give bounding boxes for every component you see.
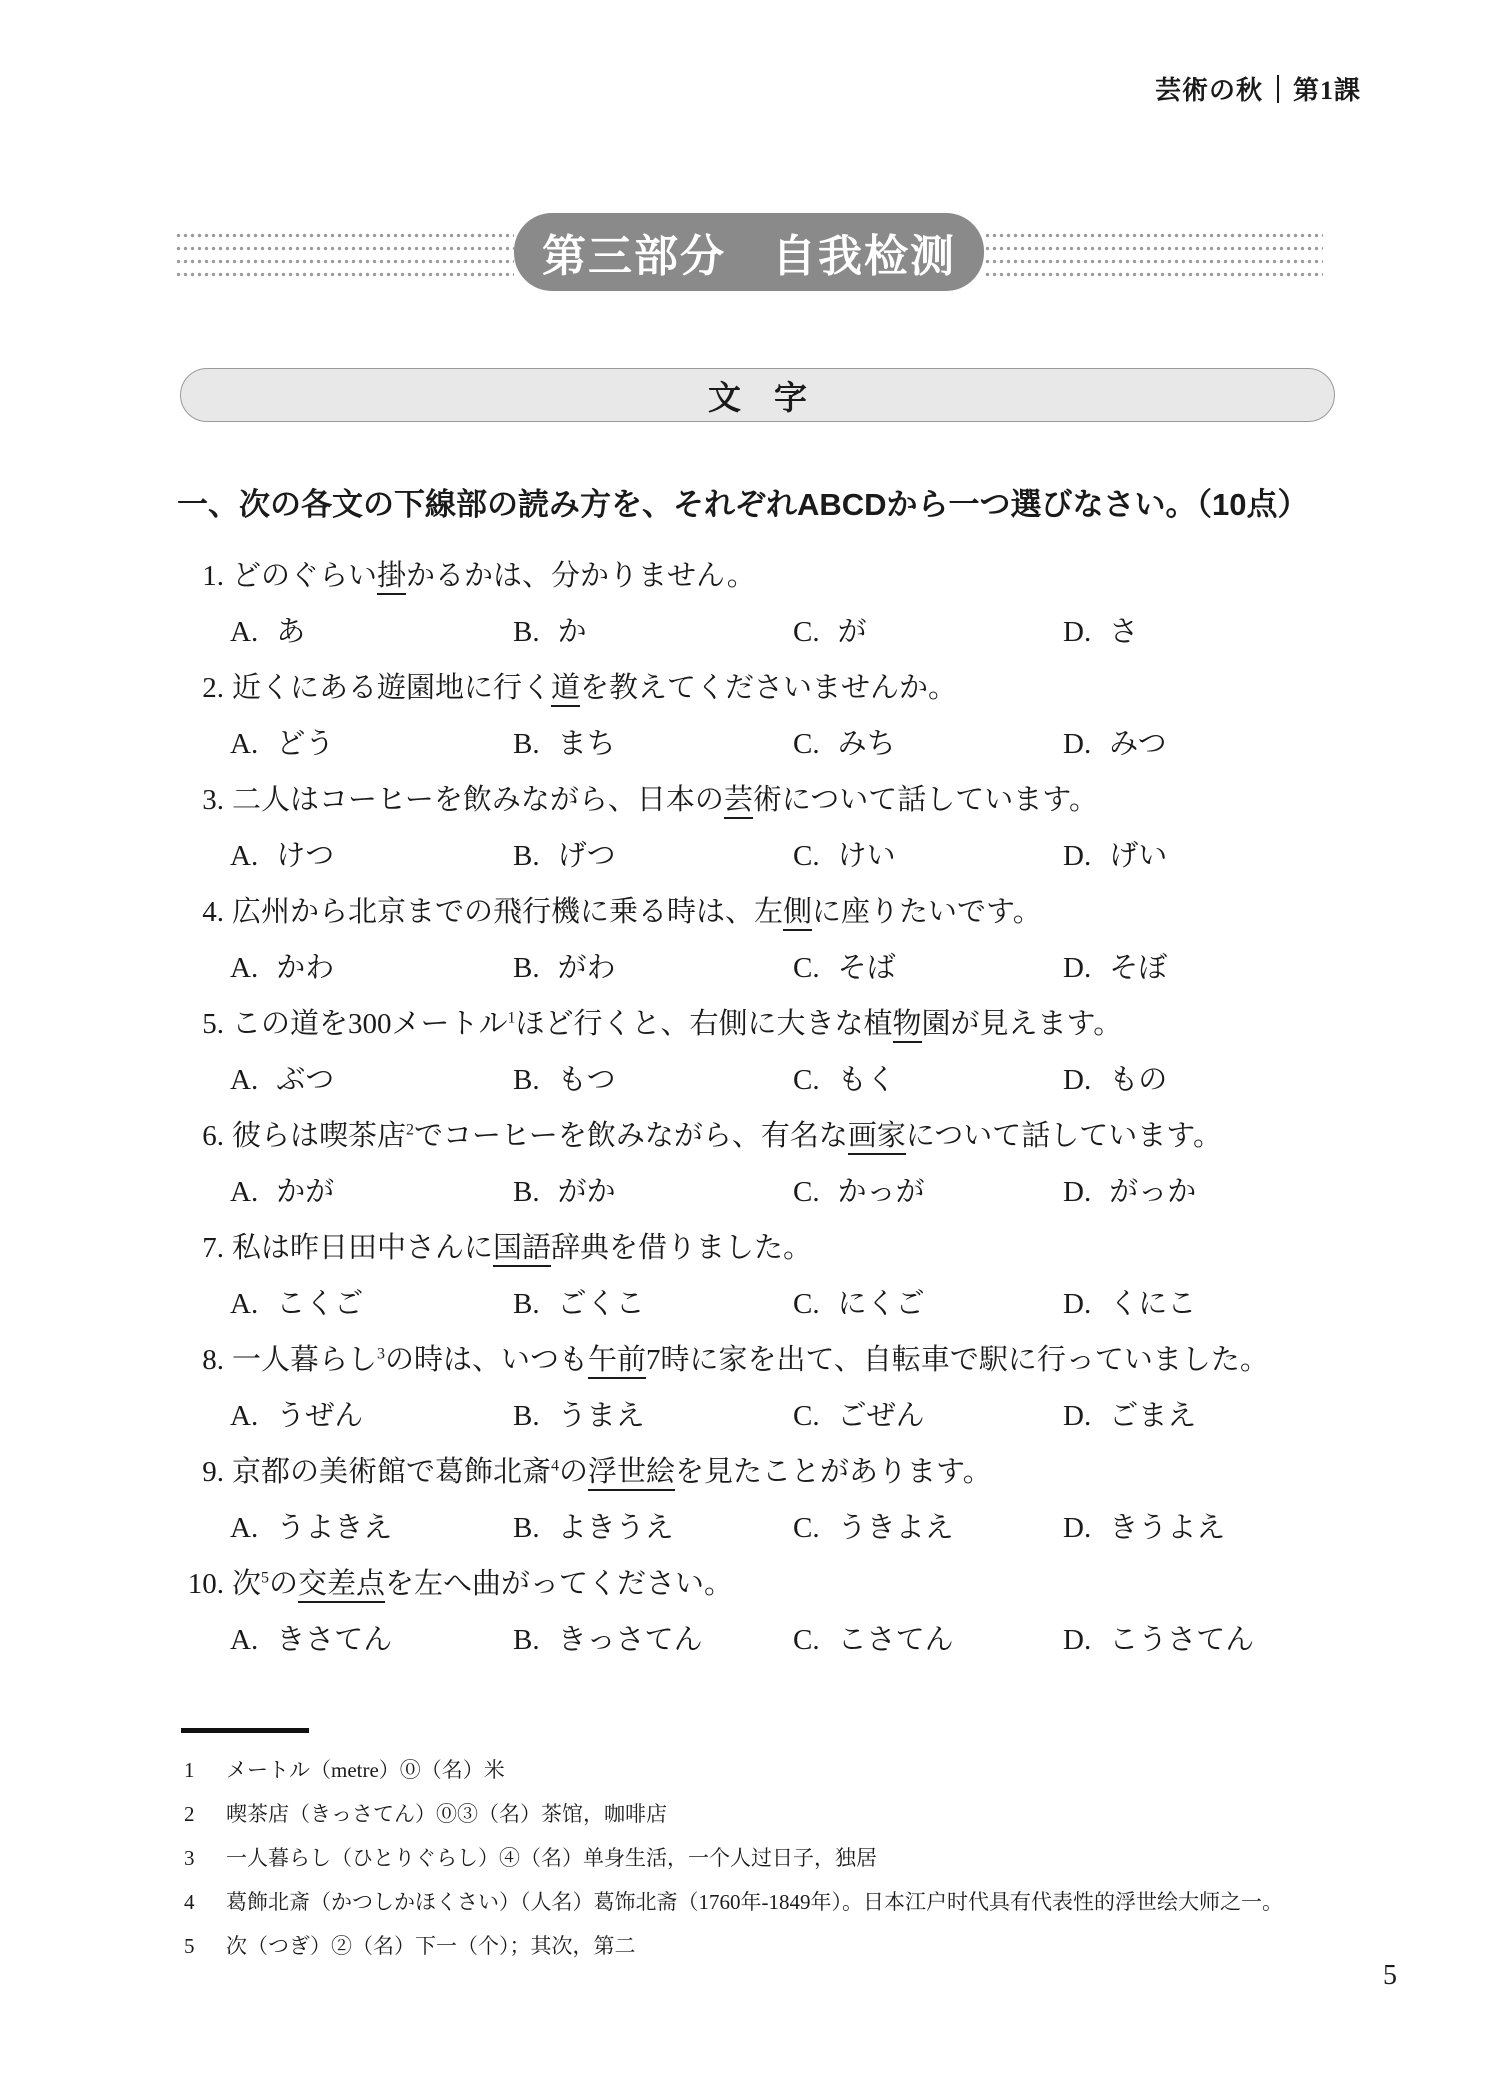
- footnote-ref: 3: [377, 1345, 385, 1363]
- question-options: [180, 1388, 1420, 1444]
- option-text: けつ: [276, 840, 335, 872]
- question-2: [180, 660, 1420, 772]
- option-label: B.: [513, 1288, 540, 1320]
- option-label: B.: [513, 616, 540, 648]
- option-d: [1063, 940, 1420, 996]
- option-text: がわ: [557, 952, 616, 984]
- underlined-term: 浮世絵: [588, 1456, 675, 1491]
- option-b: [513, 1612, 793, 1668]
- question-options: [180, 1276, 1420, 1332]
- option-b: [513, 716, 793, 772]
- option-label: B.: [513, 728, 540, 760]
- section-pill: [180, 368, 1335, 422]
- option-text: けい: [837, 840, 896, 872]
- section-title: 文 字: [708, 378, 807, 416]
- underlined-term: 側: [783, 896, 812, 931]
- sentence-text: この道を300メートル: [232, 1008, 508, 1040]
- option-text: こさてん: [837, 1624, 954, 1656]
- option-b: [513, 1276, 793, 1332]
- option-c: [793, 1612, 1063, 1668]
- option-label: D.: [1063, 728, 1092, 760]
- footnote-2: [180, 1792, 1430, 1836]
- option-text: ごぜん: [837, 1400, 925, 1432]
- option-a: [230, 1276, 513, 1332]
- option-c: [793, 1052, 1063, 1108]
- option-c: [793, 940, 1063, 996]
- question-7: [180, 1220, 1420, 1332]
- option-b: [513, 1164, 793, 1220]
- option-label: B.: [513, 952, 540, 984]
- option-label: A.: [230, 728, 259, 760]
- instruction-text: 一、次の各文の下線部の読み方を、それぞれABCDから一つ選びなさい。（10点）: [177, 487, 1309, 522]
- option-label: A.: [230, 952, 259, 984]
- question-sentence: [180, 1332, 1420, 1388]
- sentence-text: について話しています。: [905, 1120, 1222, 1152]
- dotted-line-right: [984, 226, 1323, 278]
- question-sentence: [180, 772, 1420, 828]
- question-number: 2.: [202, 672, 224, 704]
- question-8: [180, 1332, 1420, 1444]
- option-label: A.: [230, 840, 259, 872]
- option-label: A.: [230, 1624, 259, 1656]
- footnote-3: [180, 1836, 1430, 1880]
- option-b: [513, 940, 793, 996]
- option-text: まち: [557, 728, 616, 760]
- option-label: D.: [1063, 1624, 1092, 1656]
- question-sentence: [180, 1108, 1420, 1164]
- option-text: げい: [1109, 840, 1168, 872]
- part-banner-title: 第三部分 自我检测: [542, 232, 956, 281]
- option-label: C.: [793, 1512, 820, 1544]
- underlined-term: 物: [893, 1008, 922, 1043]
- question-sentence: [180, 1444, 1420, 1500]
- footnote-text: メートル（metre）⓪（名）米: [226, 1758, 505, 1782]
- sentence-text: を左へ曲がってください。: [385, 1568, 734, 1600]
- footnote-5: [180, 1924, 1430, 1968]
- option-d: [1063, 716, 1420, 772]
- option-text: みち: [837, 728, 896, 760]
- page-number: 5: [1383, 1960, 1397, 1991]
- question-options: [180, 1612, 1420, 1668]
- question-number: 10.: [187, 1568, 224, 1600]
- question-5: [180, 996, 1420, 1108]
- question-number: 5.: [202, 1008, 224, 1040]
- question-sentence: [180, 548, 1420, 604]
- option-text: が: [837, 616, 867, 648]
- question-options: [180, 828, 1420, 884]
- sentence-text: 京都の美術館で葛飾北斎: [232, 1456, 552, 1488]
- option-label: C.: [793, 952, 820, 984]
- option-label: C.: [793, 728, 820, 760]
- option-label: B.: [513, 1064, 540, 1096]
- option-text: くにこ: [1109, 1288, 1197, 1320]
- option-label: B.: [513, 1512, 540, 1544]
- option-label: A.: [230, 1176, 259, 1208]
- header-lesson: 第1課: [1292, 76, 1361, 105]
- question-9: [180, 1444, 1420, 1556]
- sentence-text: 園が見えます。: [921, 1008, 1123, 1040]
- question-sentence: [180, 1556, 1420, 1612]
- option-d: [1063, 828, 1420, 884]
- option-text: よきうえ: [557, 1512, 674, 1544]
- option-b: [513, 604, 793, 660]
- option-d: [1063, 1500, 1420, 1556]
- question-sentence: [180, 996, 1420, 1052]
- footnote-text: 葛飾北斎（かつしかほくさい）（人名）葛饰北斋（1760年-1849年）。日本江户时代具有代表性的浮世绘大师之一。: [226, 1890, 1283, 1914]
- option-c: [793, 604, 1063, 660]
- question-6: [180, 1108, 1420, 1220]
- option-a: [230, 1164, 513, 1220]
- underlined-term: 交差点: [298, 1568, 385, 1603]
- option-label: C.: [793, 1288, 820, 1320]
- option-text: きさてん: [276, 1624, 393, 1656]
- sentence-text: の: [268, 1568, 298, 1600]
- sentence-text: ほど行くと、右側に大きな植: [515, 1008, 893, 1040]
- option-label: B.: [513, 1176, 540, 1208]
- option-c: [793, 716, 1063, 772]
- option-label: C.: [793, 840, 820, 872]
- option-d: [1063, 1612, 1420, 1668]
- question-options: [180, 1052, 1420, 1108]
- option-label: C.: [793, 1064, 820, 1096]
- option-text: どう: [276, 728, 335, 760]
- sentence-text: 辞典を借りました。: [551, 1232, 813, 1264]
- sentence-text: を教えてくださいませんか。: [580, 672, 958, 704]
- question-sentence: [180, 1220, 1420, 1276]
- option-label: A.: [230, 1512, 259, 1544]
- option-a: [230, 604, 513, 660]
- sentence-text: 二人はコーヒーを飲みながら、日本の: [232, 784, 724, 816]
- question-sentence: [180, 884, 1420, 940]
- question-1: [180, 548, 1420, 660]
- question-number: 3.: [202, 784, 224, 816]
- underlined-term: 道: [551, 672, 580, 707]
- option-d: [1063, 1388, 1420, 1444]
- question-10: [180, 1556, 1420, 1668]
- dotted-line-left: [175, 226, 514, 278]
- underlined-term: 午前: [588, 1344, 646, 1379]
- option-a: [230, 828, 513, 884]
- option-d: [1063, 1276, 1420, 1332]
- question-options: [180, 1500, 1420, 1556]
- footnote-number: 4: [184, 1890, 195, 1914]
- sentence-text: 私は昨日田中さんに: [232, 1232, 494, 1264]
- option-label: D.: [1063, 1288, 1092, 1320]
- option-label: B.: [513, 1400, 540, 1432]
- sentence-text: 7時に家を出て、自転車で駅に行っていました。: [646, 1344, 1269, 1376]
- option-label: C.: [793, 1400, 820, 1432]
- footnote-4: [180, 1880, 1430, 1924]
- option-label: C.: [793, 616, 820, 648]
- underlined-term: 画家: [848, 1120, 906, 1155]
- underlined-term: 掛: [377, 560, 406, 595]
- option-label: A.: [230, 1288, 259, 1320]
- sentence-text: 術について話しています。: [752, 784, 1098, 816]
- question-options: [180, 716, 1420, 772]
- option-text: げつ: [557, 840, 616, 872]
- option-text: もつ: [557, 1064, 616, 1096]
- footnote-ref: 4: [551, 1457, 559, 1475]
- option-a: [230, 1500, 513, 1556]
- option-label: A.: [230, 1064, 259, 1096]
- part-banner: [514, 213, 984, 291]
- option-d: [1063, 604, 1420, 660]
- option-label: D.: [1063, 1064, 1092, 1096]
- option-text: かっが: [837, 1176, 925, 1208]
- option-text: みつ: [1109, 728, 1167, 760]
- option-b: [513, 1388, 793, 1444]
- option-label: D.: [1063, 840, 1092, 872]
- option-text: ごくこ: [557, 1288, 645, 1320]
- footnote-ref: 2: [406, 1121, 414, 1139]
- footnote-number: 2: [184, 1802, 195, 1826]
- option-text: さ: [1109, 616, 1139, 648]
- option-text: あ: [276, 616, 306, 648]
- footnote-text: 次（つぎ）②（名）下一（个）；其次，第二: [226, 1934, 636, 1958]
- sentence-text: に座りたいです。: [812, 896, 1042, 928]
- option-c: [793, 1164, 1063, 1220]
- sentence-text: どのぐらい: [232, 560, 378, 592]
- option-d: [1063, 1052, 1420, 1108]
- footnote-ref: 5: [261, 1569, 269, 1587]
- underlined-term: 国語: [493, 1232, 551, 1267]
- footnote-text: 喫茶店（きっさてん）⓪③（名）茶馆，咖啡店: [226, 1802, 667, 1826]
- option-text: ぶつ: [276, 1064, 335, 1096]
- option-text: ごまえ: [1109, 1400, 1197, 1432]
- header-book-title: 芸術の秋: [1154, 76, 1263, 105]
- question-options: [180, 604, 1420, 660]
- footnote-text: 一人暮らし（ひとりぐらし）④（名）单身生活，一个人过日子，独居: [226, 1846, 877, 1870]
- option-a: [230, 1612, 513, 1668]
- option-c: [793, 1500, 1063, 1556]
- option-c: [793, 1388, 1063, 1444]
- option-label: A.: [230, 616, 259, 648]
- question-options: [180, 940, 1420, 996]
- option-text: がっか: [1109, 1176, 1197, 1208]
- question-number: 8.: [202, 1344, 224, 1376]
- underlined-term: 芸: [724, 784, 753, 819]
- option-text: もの: [1109, 1064, 1168, 1096]
- option-a: [230, 940, 513, 996]
- option-a: [230, 1388, 513, 1444]
- option-text: がか: [557, 1176, 616, 1208]
- sentence-text: 近くにある遊園地に行く: [232, 672, 552, 704]
- sentence-text: 彼らは喫茶店: [232, 1120, 407, 1152]
- option-label: D.: [1063, 1176, 1092, 1208]
- option-label: D.: [1063, 1512, 1092, 1544]
- question-sentence: [180, 660, 1420, 716]
- sentence-text: を見たことがあります。: [675, 1456, 992, 1488]
- option-text: そぼ: [1109, 952, 1168, 984]
- option-text: かわ: [276, 952, 335, 984]
- option-text: うよきえ: [276, 1512, 393, 1544]
- option-c: [793, 828, 1063, 884]
- question-number: 9.: [202, 1456, 224, 1488]
- option-label: D.: [1063, 616, 1092, 648]
- option-label: C.: [793, 1176, 820, 1208]
- option-b: [513, 828, 793, 884]
- sentence-text: の: [558, 1456, 588, 1488]
- header-divider: [1277, 75, 1279, 103]
- question-options: [180, 1164, 1420, 1220]
- page-header: [1155, 70, 1361, 107]
- option-label: B.: [513, 1624, 540, 1656]
- question-4: [180, 884, 1420, 996]
- footnote-number: 5: [184, 1934, 195, 1958]
- sentence-text: 一人暮らし: [232, 1344, 378, 1376]
- option-text: こくご: [276, 1288, 364, 1320]
- sentence-text: 次: [232, 1568, 262, 1600]
- option-a: [230, 716, 513, 772]
- sentence-text: の時は、いつも: [384, 1344, 588, 1376]
- option-text: か: [557, 616, 587, 648]
- sentence-text: でコーヒーを飲みながら、有名な: [413, 1120, 848, 1152]
- option-text: うきよえ: [837, 1512, 954, 1544]
- question-number: 7.: [202, 1232, 224, 1264]
- option-text: うぜん: [276, 1400, 364, 1432]
- option-text: うまえ: [557, 1400, 645, 1432]
- option-d: [1063, 1164, 1420, 1220]
- option-text: かが: [276, 1176, 335, 1208]
- question-3: [180, 772, 1420, 884]
- option-label: C.: [793, 1624, 820, 1656]
- section-banner-row: [175, 213, 1323, 291]
- option-label: D.: [1063, 952, 1092, 984]
- option-text: こうさてん: [1109, 1624, 1255, 1656]
- option-c: [793, 1276, 1063, 1332]
- footnote-separator: [181, 1728, 309, 1733]
- question-list: [180, 548, 1420, 1668]
- option-text: そば: [837, 952, 896, 984]
- question-number: 6.: [202, 1120, 224, 1152]
- question-number: 1.: [202, 560, 224, 592]
- option-label: B.: [513, 840, 540, 872]
- option-label: D.: [1063, 1400, 1092, 1432]
- question-number: 4.: [202, 896, 224, 928]
- footnote-list: [180, 1748, 1430, 1968]
- option-text: もく: [837, 1064, 896, 1096]
- option-b: [513, 1500, 793, 1556]
- option-a: [230, 1052, 513, 1108]
- option-text: きうよえ: [1109, 1512, 1226, 1544]
- sentence-text: 広州から北京までの飛行機に乗る時は、左: [232, 896, 784, 928]
- footnote-1: [180, 1748, 1430, 1792]
- option-b: [513, 1052, 793, 1108]
- footnote-ref: 1: [507, 1009, 516, 1027]
- sentence-text: かるかは、分かりません。: [406, 560, 756, 592]
- footnote-number: 3: [184, 1846, 195, 1870]
- footnote-number: 1: [184, 1758, 195, 1782]
- option-text: にくご: [837, 1288, 925, 1320]
- option-label: A.: [230, 1400, 259, 1432]
- option-text: きっさてん: [557, 1624, 703, 1656]
